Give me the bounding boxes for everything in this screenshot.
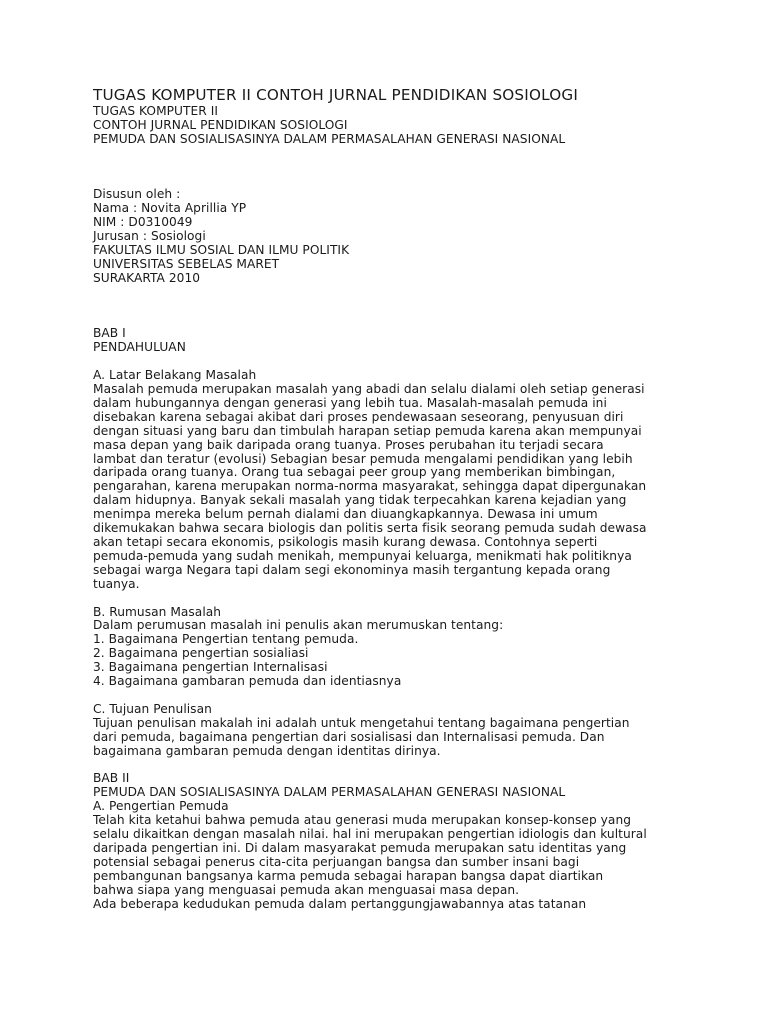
paragraph-line: tuanya. [93, 576, 140, 591]
header-block [93, 105, 733, 147]
bab1-heading [93, 327, 733, 355]
list-item: 4. Bagaimana gambaran pemuda dan identiasnya [93, 674, 402, 689]
paragraph-line: selalu dikaitkan dengan masalah nilai. hal ini merupakan pengertian idiologis dan kultural [93, 826, 647, 841]
header-line: TUGAS KOMPUTER II [93, 104, 218, 118]
paragraph-line: sebagai warga Negara tapi dalam segi ekonominya masih tergantung kepada orang [93, 562, 611, 577]
section-heading: A. Latar Belakang Masalah [93, 368, 257, 383]
paragraph-line: dalam hidupnya. Banyak sekali masalah yang tidak terpecahkan karena kejadian yang [93, 493, 627, 508]
document-title: TUGAS KOMPUTER II CONTOH JURNAL PENDIDIKAN SOSIOLOGI [93, 86, 579, 104]
list-item: 3. Bagaimana pengertian Internalisasi [93, 660, 328, 675]
author-line: NIM : D0310049 [93, 215, 193, 230]
paragraph-line: potensial sebagai penerus cita-cita perjuangan bangsa dan sumber insani bagi [93, 854, 580, 869]
section-rumusan-masalah [93, 606, 733, 689]
paragraph [93, 383, 733, 592]
paragraph-line: Telah kita ketahui bahwa pemuda atau generasi muda merupakan konsep-konsep yang [93, 813, 632, 828]
spacer [93, 147, 733, 161]
paragraph-line: daripada orang tuanya. Orang tua sebagai peer group yang memberikan bimbingan, [93, 465, 616, 480]
section-heading: A. Pengertian Pemuda [93, 799, 229, 814]
chapter-title: PENDAHULUAN [93, 340, 186, 355]
paragraph-line: masa depan yang baik daripada orang tuanya. Proses perubahan itu terjadi secara [93, 437, 604, 452]
section-tujuan-penulisan [93, 703, 733, 759]
section-heading: B. Rumusan Masalah [93, 604, 222, 619]
spacer [93, 175, 733, 189]
paragraph-line: pemuda-pemuda yang sudah menikah, mempunyai keluarga, menikmati hak politiknya [93, 548, 632, 563]
author-line: UNIVERSITAS SEBELAS MARET [93, 256, 280, 271]
section-pengertian-pemuda [93, 800, 733, 911]
paragraph-line: pengarahan, karena merupakan norma-norma masyarakat, sehingga dapat dipergunakan [93, 479, 647, 494]
spacer [93, 286, 733, 300]
paragraph-line: lambat dan teratur (evolusi) Sebagian besar pemuda mengalami pendidikan yang lebih [93, 451, 633, 466]
list-item: 1. Bagaimana Pengertian tentang pemuda. [93, 632, 359, 647]
author-line: SURAKARTA 2010 [93, 270, 201, 285]
spacer [93, 758, 733, 772]
paragraph-line: Dalam perumusan masalah ini penulis akan merumuskan tentang: [93, 618, 504, 633]
paragraph-line: dengan situasi yang baru dan timbulah harapan setiap pemuda karena akan mempunyai [93, 423, 642, 438]
author-line: Jurusan : Sosiologi [93, 229, 206, 244]
paragraph-line: menimpa mereka belum pernah dialami dan diuangkapkannya. Dewasa ini umum [93, 507, 598, 522]
chapter-label: BAB II [93, 771, 130, 786]
author-line: FAKULTAS ILMU SOSIAL DAN ILMU POLITIK [93, 243, 350, 258]
spacer [93, 161, 733, 175]
bab2-heading [93, 772, 733, 800]
paragraph-line: pembangunan bangsanya karma pemuda sebagai harapan bangsa dapat diartikan [93, 868, 604, 883]
spacer [93, 355, 733, 369]
paragraph-line: bahwa siapa yang menguasai pemuda akan menguasai masa depan. [93, 882, 520, 897]
paragraph-line: Tujuan penulisan makalah ini adalah untuk mengetahui tentang bagaimana pengertian [93, 715, 630, 730]
paragraph-line: dari pemuda, bagaimana pengertian dari sosialisasi dan Internalisasi pemuda. Dan [93, 729, 605, 744]
paragraph-line: Masalah pemuda merupakan masalah yang abadi dan selalu dialami oleh setiap generasi [93, 382, 645, 397]
list-item: 2. Bagaimana pengertian sosialiasi [93, 646, 309, 661]
author-line: Nama : Novita Aprillia YP [93, 201, 247, 216]
paragraph-line: dikemukakan bahwa secara biologis dan politis serta fisik seorang pemuda sudah dewasa [93, 521, 647, 536]
paragraph-line: Ada beberapa kedudukan pemuda dalam pertanggungjawabannya atas tatanan [93, 896, 587, 911]
author-block [93, 188, 733, 285]
chapter-title: PEMUDA DAN SOSIALISASINYA DALAM PERMASALAHAN GENERASI NASIONAL [93, 785, 566, 800]
paragraph-line: disebakan karena sebagai akibat dari proses pendewasaan seseorang, penyusuan diri [93, 409, 624, 424]
section-heading: C. Tujuan Penulisan [93, 701, 212, 716]
paragraph-line: akan tetapi secara ekonomis, psikologis masih kurang dewasa. Contohnya seperti [93, 534, 598, 549]
paragraph-line: daripada pengertian ini. Di dalam masyarakat pemuda merupakan satu identitas yang [93, 840, 627, 855]
document-page [93, 86, 733, 911]
paragraph [93, 619, 733, 689]
section-latar-belakang [93, 369, 733, 592]
spacer [93, 314, 733, 328]
chapter-label: BAB I [93, 326, 126, 341]
spacer [93, 592, 733, 606]
paragraph-line: dalam hubungannya dengan generasi yang lebih tua. Masalah-masalah pemuda ini [93, 395, 607, 410]
paragraph [93, 814, 733, 911]
header-line: PEMUDA DAN SOSIALISASINYA DALAM PERMASALAHAN GENERASI NASIONAL [93, 131, 566, 146]
header-line: CONTOH JURNAL PENDIDIKAN SOSIOLOGI [93, 117, 348, 132]
author-line: Disusun oleh : [93, 187, 181, 202]
paragraph [93, 717, 733, 759]
spacer [93, 300, 733, 314]
paragraph-line: bagaimana gambaran pemuda dengan identitas dirinya. [93, 743, 441, 758]
spacer [93, 689, 733, 703]
